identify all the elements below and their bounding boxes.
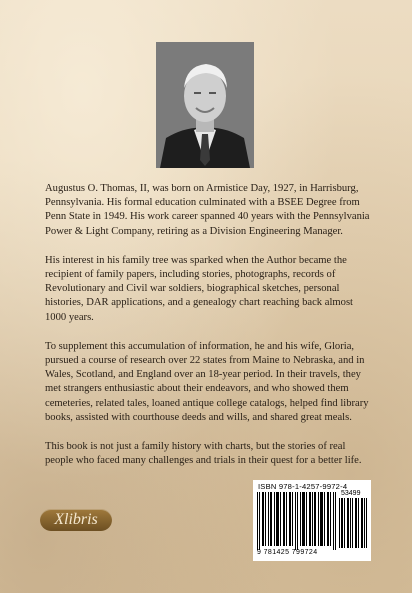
ean-number: 9 781425 799724	[257, 549, 318, 556]
author-bio	[45, 182, 371, 483]
publisher-logo	[40, 509, 112, 531]
addon-number: 53499	[341, 490, 361, 497]
bio-paragraph: Augustus O. Thomas, II, was born on Armistice Day, 1927, in Harrisburg, Pennsylvania. His formal education culminated with a BSEE Degree from Penn State in 1949. His work career spanned 40 years with the Pennsylvania Power & Light Company, retiring as a Division Engineering Manager.	[45, 183, 370, 237]
isbn-label: ISBN 978-1-4257-9972-4	[258, 482, 348, 491]
bio-paragraph: His interest in his family tree was sparked when the Author became the recipient of family papers, including stories, photographs, records of Revolutionary and Civil war soldiers, biographical sketches, personal histories, DAR applications, and a genealogy chart reaching back almost 1000 years.	[45, 254, 354, 323]
publisher-logo-text: Xlibris	[54, 511, 98, 528]
isbn-barcode	[253, 480, 371, 561]
bio-paragraph: To supplement this accumulation of information, he and his wife, Gloria, pursued a course of research over 22 states from Maine to Nebraska, and in Wales, Scotland, and England over an 18-year period. In their travels, they met strangers enthusiastic about their endeavors, and who showed them cemeteries, related tales, loaned antique college catalogs, helped find library books, assisted with courthouse deeds and wills, and shared great meals.	[45, 340, 369, 423]
ean-bars	[257, 492, 337, 550]
addon-bars	[339, 498, 367, 548]
author-photo	[156, 42, 254, 168]
bio-paragraph: This book is not just a family history with charts, but the stories of real people who faced many challenges and trials in their quest for a better life.	[45, 441, 362, 467]
